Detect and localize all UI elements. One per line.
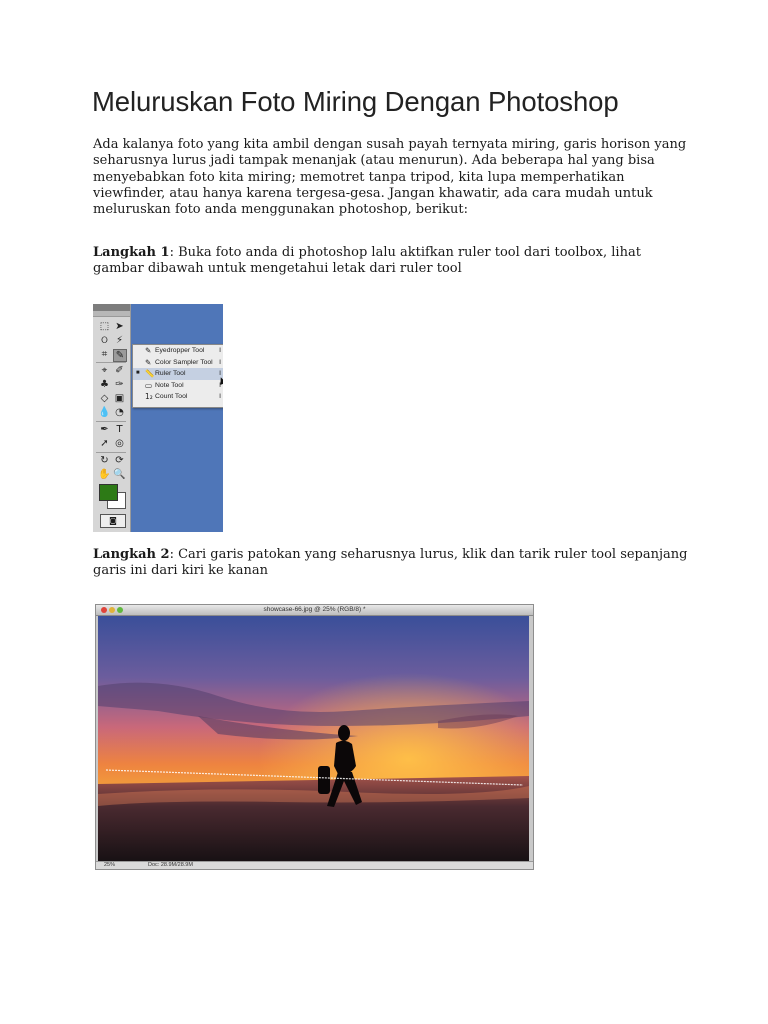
step-2-paragraph (93, 547, 693, 580)
toolbox-screenshot (93, 304, 223, 532)
window-titlebar (96, 605, 533, 616)
window-statusbar (96, 861, 533, 869)
flyout-item-label: Count Tool (155, 393, 188, 400)
page-title: Meluruskan Foto Miring Dengan Photoshop (92, 86, 619, 117)
hand-tool-icon: ✋ (98, 469, 111, 480)
marquee-tool-icon: ⬚ (99, 321, 110, 332)
zoom-tool-icon: 🔍 (113, 469, 126, 480)
brush-tool-icon: ✐ (115, 365, 124, 376)
count-icon: 1₂ (145, 392, 153, 401)
history-brush-tool-icon: ✑ (115, 379, 124, 390)
type-tool-icon: T (116, 424, 123, 435)
shape-tool-icon: ◎ (115, 438, 124, 449)
eraser-tool-icon: ◇ (100, 393, 109, 404)
sunset-photo (98, 616, 529, 863)
photo-window-screenshot (95, 604, 534, 870)
gradient-tool-icon: ▣ (114, 393, 125, 404)
clone-stamp-tool-icon: ♣ (100, 379, 109, 390)
document-size: Doc: 28.9M/28.9M (148, 862, 193, 868)
blur-tool-icon: 💧 (98, 407, 111, 418)
pen-tool-icon: ✒ (100, 424, 109, 435)
step-2-text: : Cari garis patokan yang seharusnya lurus, klik dan tarik ruler tool sepanjang garis ini dari kiri ke kanan (93, 547, 688, 579)
flyout-item-label: Ruler Tool (155, 370, 186, 377)
ruler-icon: 📏 (145, 369, 155, 378)
step-1-label: Langkah 1 (93, 245, 170, 260)
flyout-item-label: Color Sampler Tool (155, 358, 213, 366)
flyout-item-count-tool[interactable] (133, 391, 223, 403)
color-sampler-icon: ✎ (145, 357, 152, 367)
shortcut-key: I (219, 358, 221, 366)
shortcut-key: I (219, 393, 221, 400)
toolbox-titlebar (93, 304, 130, 311)
move-tool-icon: ➤ (115, 321, 124, 332)
path-selection-tool-icon: ➚ (100, 438, 109, 449)
intro-paragraph: Ada kalanya foto yang kita ambil dengan susah payah ternyata miring, garis horison yang seharusnya lurus jadi tampak menanjak (atau menurun). Ada beberapa hal yang bisa menyebabkan foto kita miring; memotret tanpa tripod, kita lupa memperhatikan viewfinder, atau hanya karena tergesa-gesa. Jangan khawatir, ada cara mudah untuk meluruskan foto anda menggunakan photoshop, berikut: (93, 137, 687, 218)
3d-rotate-tool-icon: ↻ (100, 455, 109, 466)
note-icon: ▭ (145, 380, 153, 390)
shortcut-key: I (219, 347, 221, 354)
toolbox-grip (93, 311, 130, 317)
shortcut-key: I (219, 370, 221, 377)
selected-indicator-icon: ■ (136, 370, 140, 376)
eyedropper-flyout-menu (132, 344, 223, 408)
flyout-item-label: Eyedropper Tool (155, 347, 205, 354)
eyedropper-icon: ✎ (145, 346, 152, 355)
lasso-tool-icon: ଠ (101, 335, 108, 346)
toolbox-divider (96, 452, 126, 453)
flyout-item-ruler-tool[interactable] (133, 368, 223, 380)
dodge-tool-icon: ◔ (115, 407, 124, 418)
toolbox-panel (93, 304, 131, 532)
shortcut-key: I (219, 381, 221, 389)
step-1-text: : Buka foto anda di photoshop lalu aktifkan ruler tool dari toolbox, lihat gambar dibawah untuk mengetahui letak dari ruler tool (93, 245, 641, 277)
toolbox-divider (96, 421, 126, 422)
flyout-item-label: Note Tool (155, 381, 184, 389)
flyout-item-eyedropper-tool[interactable] (133, 345, 223, 357)
flyout-item-color-sampler-tool[interactable] (133, 357, 223, 369)
healing-brush-tool-icon: ⌖ (101, 365, 108, 376)
quick-mask-icon: ◙ (100, 514, 126, 528)
foreground-color-swatch (99, 484, 118, 501)
step-2-label: Langkah 2 (93, 547, 170, 562)
step-1-paragraph (93, 245, 693, 278)
eyedropper-tool-icon: ✎ (113, 349, 127, 362)
zoom-level: 25% (104, 862, 116, 868)
window-title: showcase-66.jpg @ 25% (RGB/8) * (263, 606, 366, 613)
magic-wand-tool-icon: ⚡ (115, 335, 124, 346)
3d-orbit-tool-icon: ⟳ (115, 455, 124, 466)
flyout-item-note-tool[interactable] (133, 380, 223, 392)
crop-tool-icon: ⌗ (101, 349, 108, 360)
toolbox-divider (96, 362, 126, 363)
